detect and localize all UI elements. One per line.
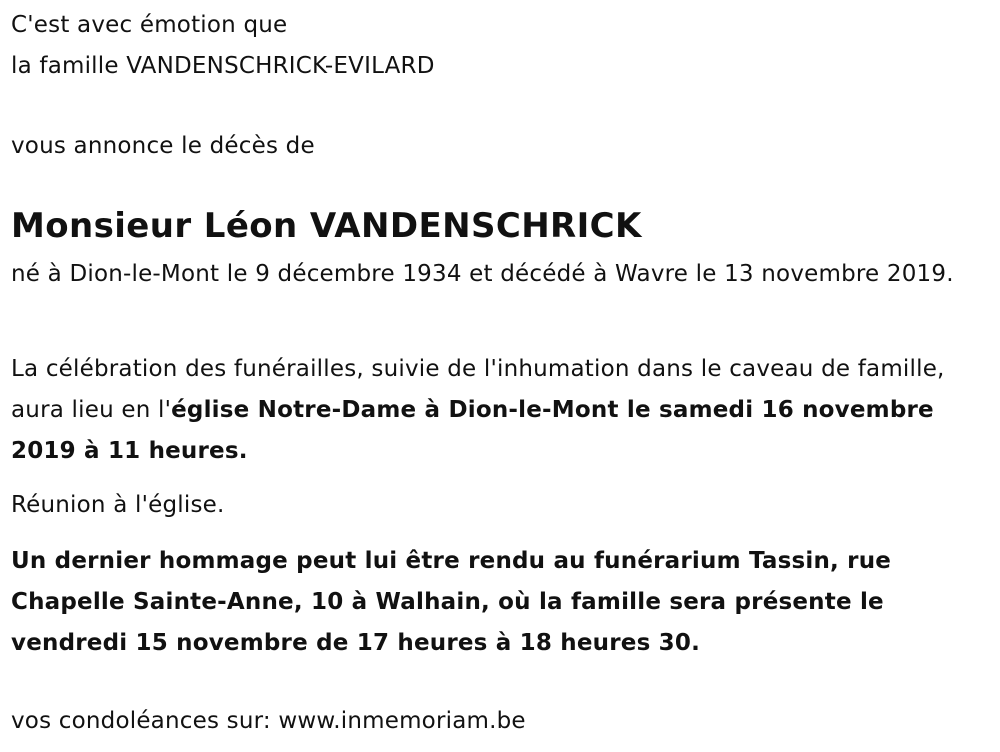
- gathering-text: Réunion à l'église.: [11, 492, 225, 518]
- birth-death-text: né à Dion-le-Mont le 9 décembre 1934 et décédé à Wavre le 13 novembre 2019.: [11, 261, 954, 287]
- ceremony-details: église Notre-Dame à Dion-le-Mont le samedi 16 novembre 2019 à 11 heures.: [11, 397, 934, 464]
- intro-line-1: C'est avec émotion que: [11, 12, 288, 38]
- ceremony-paragraph: [11, 349, 991, 472]
- tribute-paragraph: Un dernier hommage peut lui être rendu au funérarium Tassin, rue Chapelle Sainte-Anne, 10 à Walhain, où la famille sera présente le vendredi 15 novembre de 17 heures à 18 heures 30.: [11, 548, 892, 656]
- intro-line-2: la famille VANDENSCHRICK-EVILARD: [11, 53, 435, 79]
- announce-text: vous annonce le décès de: [11, 133, 315, 159]
- condolences-link[interactable]: vos condoléances sur: www.inmemoriam.be: [11, 708, 526, 734]
- ceremony-text: La célébration des funérailles, suivie de l'inhumation dans le caveau de famille, aura lieu en l': [11, 356, 945, 423]
- deceased-name: Monsieur Léon VANDENSCHRICK: [11, 206, 642, 246]
